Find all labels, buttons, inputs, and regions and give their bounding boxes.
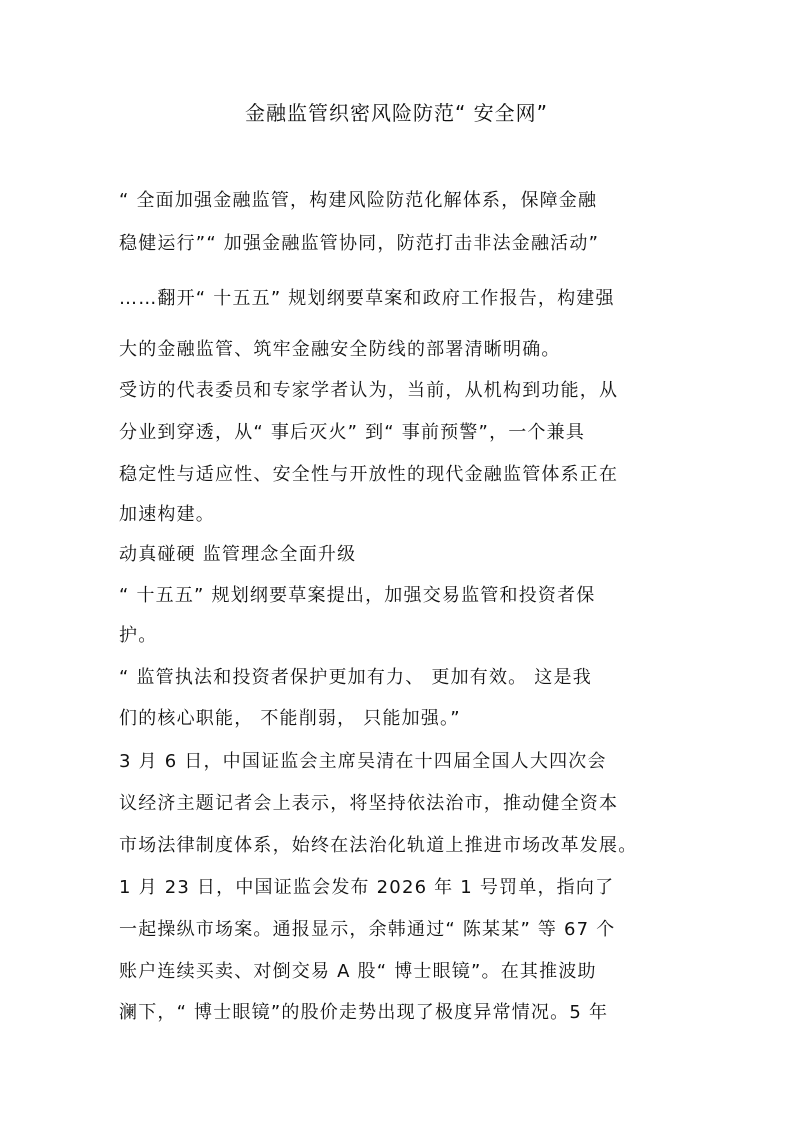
- body-line: 议经济主题记者会上表示，将坚持依法治市，推动健全资本: [119, 793, 619, 814]
- body-line: 分业到穿透，从“ 事后灭火” 到“ 事前预警”，一个兼具: [119, 422, 586, 443]
- body-line: 1 月 23 日，中国证监会发布 2026 年 1 号罚单，指向了: [119, 877, 615, 898]
- section-heading: 动真碰硬 监管理念全面升级: [119, 544, 357, 565]
- body-line: 账户连续买卖、对倒交易 A 股“ 博士眼镜”。在其推波助: [119, 961, 597, 982]
- document-title: 金融监管织密风险防范“ 安全网”: [244, 101, 549, 125]
- body-line: 加速构建。: [119, 504, 215, 525]
- body-line: 一起操纵市场案。通报显示，余韩通过“ 陈某某” 等 67 个: [119, 919, 616, 940]
- body-line: 稳定性与适应性、安全性与开放性的现代金融监管体系正在: [119, 464, 619, 485]
- body-line: 澜下，“ 博士眼镜”的股价走势出现了极度异常情况。5 年: [119, 1002, 609, 1023]
- body-line: 稳健运行”“ 加强金融监管协同，防范打击非法金融活动”: [119, 233, 600, 254]
- body-line: 市场法律制度体系，始终在法治化轨道上推进市场改革发展。: [119, 835, 638, 856]
- body-line: 护。: [119, 625, 158, 646]
- body-line: 们的核心职能， 不能削弱， 只能加强。”: [119, 708, 461, 729]
- body-line: ……翻开“ 十五五” 规划纲要草案和政府工作报告，构建强: [119, 288, 615, 309]
- body-line: 3 月 6 日，中国证监会主席吴清在十四届全国人大四次会: [119, 751, 607, 772]
- body-line: “ 监管执法和投资者保护更加有力、 更加有效。 这是我: [119, 667, 592, 688]
- body-line: “ 十五五” 规划纲要草案提出，加强交易监管和投资者保: [119, 585, 596, 606]
- body-line: “ 全面加强金融监管，构建风险防范化解体系，保障金融: [119, 190, 598, 211]
- body-line: 受访的代表委员和专家学者认为，当前，从机构到功能，从: [119, 380, 619, 401]
- body-line: 大的金融监管、筑牢金融安全防线的部署清晰明确。: [119, 339, 561, 360]
